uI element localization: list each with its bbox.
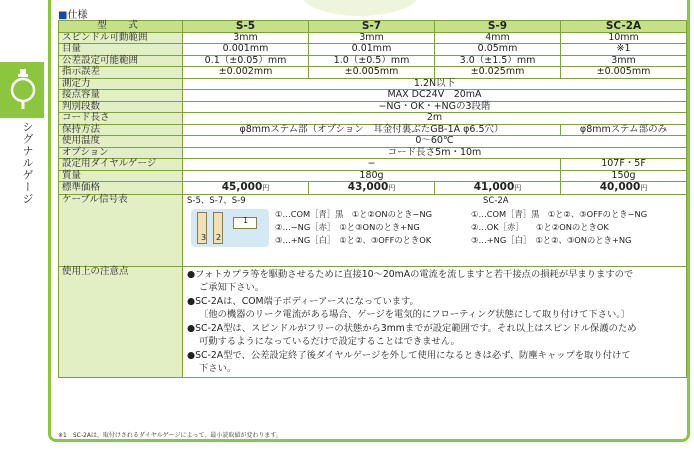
- price-unit: 円: [514, 184, 522, 192]
- table-cell: ±0.025mm: [435, 67, 561, 79]
- table-row: [59, 55, 687, 67]
- plug-diagram: [191, 209, 269, 247]
- price-value: 43,000: [347, 181, 389, 193]
- table-row: [59, 124, 687, 136]
- note-line: ●フォトカプラ等を駆動させるために直接10〜20mAの電流を流しますと若干接点の損耗が早まりますので: [187, 268, 634, 280]
- price-unit: 円: [640, 184, 648, 192]
- table-row: [59, 101, 687, 113]
- table-row: [59, 170, 687, 182]
- row-label: 使用上の注意点: [59, 266, 183, 377]
- row-label: コード長さ: [59, 113, 183, 125]
- table-cell: 1.2N以下: [183, 78, 687, 90]
- table-cell: ±0.002mm: [183, 67, 309, 79]
- cable-right-line: ①…COM［青］黒 ①と②、③OFFのとき−NG: [471, 208, 648, 219]
- notes-cell: [183, 266, 687, 377]
- table-row: [59, 147, 687, 159]
- note-line: 〔他の機器のリーク電流がある場合、ゲージを電気的にフローティング状態にして取り付けて下さい。〕: [199, 309, 631, 320]
- table-cell: 3mm: [183, 32, 309, 44]
- row-label: ケーブル信号表: [59, 194, 183, 266]
- section-header-text: 仕様: [67, 10, 88, 21]
- notes-row: [59, 266, 687, 377]
- side-title: シグナルゲージ: [21, 121, 34, 205]
- table-cell: 0.1（±0.05）mm: [183, 55, 309, 67]
- price-cell: [561, 182, 687, 195]
- table-cell: ±0.005mm: [561, 67, 687, 79]
- table-row: [59, 32, 687, 44]
- note-line: 下さい。: [199, 363, 237, 374]
- gauge-icon: [9, 68, 37, 110]
- table-row: [59, 159, 687, 171]
- note-line: ●SC-2Aは、COM端子ボディーアースになっています。: [187, 295, 419, 307]
- table-cell: ※1: [561, 44, 687, 56]
- table-cell: 0.05mm: [435, 44, 561, 56]
- note-line: ●SC-2A型は、スピンドルがフリーの状態から3mmまでが設定範囲です。それ以上はスピンドル保護のため: [187, 322, 637, 334]
- table-row: [59, 90, 687, 102]
- row-label: 公差設定可能範囲: [59, 55, 183, 67]
- table-cell: 107F・5F: [561, 159, 687, 171]
- table-cell: 10mm: [561, 32, 687, 44]
- row-label: 使用温度: [59, 136, 183, 148]
- note-line: 可動するようになっているだけで設定することはできません。: [199, 336, 460, 347]
- note-line: ご承知下さい。: [199, 282, 265, 293]
- table-row: [59, 136, 687, 148]
- row-label: 保持方法: [59, 124, 183, 136]
- table-cell: MAX DC24V 20mA: [183, 90, 687, 102]
- table-cell: 3mm: [309, 32, 435, 44]
- section-header: ■仕様: [58, 10, 88, 21]
- table-cell: 2m: [183, 113, 687, 125]
- cable-left-line: ①…COM［青］黒 ①と②ONのとき−NG: [275, 208, 433, 219]
- row-label: 測定力: [59, 78, 183, 90]
- row-label: オプション: [59, 147, 183, 159]
- price-row: [59, 182, 687, 195]
- row-label: スピンドル可動範囲: [59, 32, 183, 44]
- table-cell: φ8mmステム部（オプション 耳金付裏ぶたGB-1A φ6.5穴）: [183, 124, 561, 136]
- table-cell: 0.01mm: [309, 44, 435, 56]
- table-row: [59, 113, 687, 125]
- table-row: [59, 67, 687, 79]
- table-cell: 0.001mm: [183, 44, 309, 56]
- col-header-s7: S-7: [309, 21, 435, 33]
- pin-number-2: 2: [216, 232, 222, 242]
- cable-left-line: ②…−NG［赤］ ①と③ONのとき+NG: [275, 221, 420, 232]
- cable-left-line: ③…+NG［白］ ①と②、③OFFのときOK: [275, 234, 432, 245]
- table-row: [59, 78, 687, 90]
- table-cell: −: [183, 159, 561, 171]
- pin-number-3: 3: [201, 232, 207, 242]
- col-header-model: 型 式: [59, 21, 183, 33]
- price-value: 40,000: [599, 181, 641, 193]
- pin-number-1: 1: [243, 215, 249, 225]
- spec-table: [58, 20, 687, 378]
- table-cell: φ8mmステム部のみ: [561, 124, 687, 136]
- row-label: 標準価格: [59, 182, 183, 195]
- spec-header-row: [59, 21, 687, 33]
- table-cell: 4mm: [435, 32, 561, 44]
- footnote: ※1 SC-2Aは、取付けされるダイヤルゲージによって、最小読取値が変わります。: [58, 432, 282, 439]
- cable-right-title: SC-2A: [483, 195, 509, 206]
- row-label: 判別段数: [59, 101, 183, 113]
- cable-row: [59, 194, 687, 266]
- cable-right-line: ②…OK［赤］ ①と②ONのときOK: [471, 221, 609, 232]
- table-cell: 1.0（±0.5）mm: [309, 55, 435, 67]
- price-unit: 円: [388, 184, 396, 192]
- cable-left-title: S-5、S-7、S-9: [187, 195, 246, 206]
- col-header-sc2a: SC-2A: [561, 21, 687, 33]
- table-row: [59, 44, 687, 56]
- price-cell: [435, 182, 561, 195]
- note-line: ●SC-2A型で、公差設定終了後ダイヤルゲージを外して使用になるときは必ず、防塵キャップを取り付けて: [187, 349, 631, 361]
- row-label: 設定用ダイヤルゲージ: [59, 159, 183, 171]
- table-cell: 3.0（±1.5）mm: [435, 55, 561, 67]
- table-cell: コード長さ5m・10m: [183, 147, 687, 159]
- table-cell: −NG・OK・+NGの3段階: [183, 101, 687, 113]
- row-label: 指示誤差: [59, 67, 183, 79]
- table-cell: 150g: [561, 170, 687, 182]
- price-unit: 円: [262, 184, 270, 192]
- col-header-s5: S-5: [183, 21, 309, 33]
- table-cell: 3mm: [561, 55, 687, 67]
- table-cell: ±0.005mm: [309, 67, 435, 79]
- price-value: 41,000: [473, 181, 515, 193]
- cable-right-line: ③…+NG［白］ ①と②、③ONのとき+NG: [471, 234, 632, 245]
- price-cell: [309, 182, 435, 195]
- row-label: 質量: [59, 170, 183, 182]
- row-label: 目量: [59, 44, 183, 56]
- price-value: 45,000: [221, 181, 263, 193]
- col-header-s9: S-9: [435, 21, 561, 33]
- table-cell: 0〜60℃: [183, 136, 687, 148]
- price-cell: [183, 182, 309, 195]
- table-cell: 180g: [183, 170, 561, 182]
- cable-signal-cell: [183, 194, 687, 266]
- row-label: 接点容量: [59, 90, 183, 102]
